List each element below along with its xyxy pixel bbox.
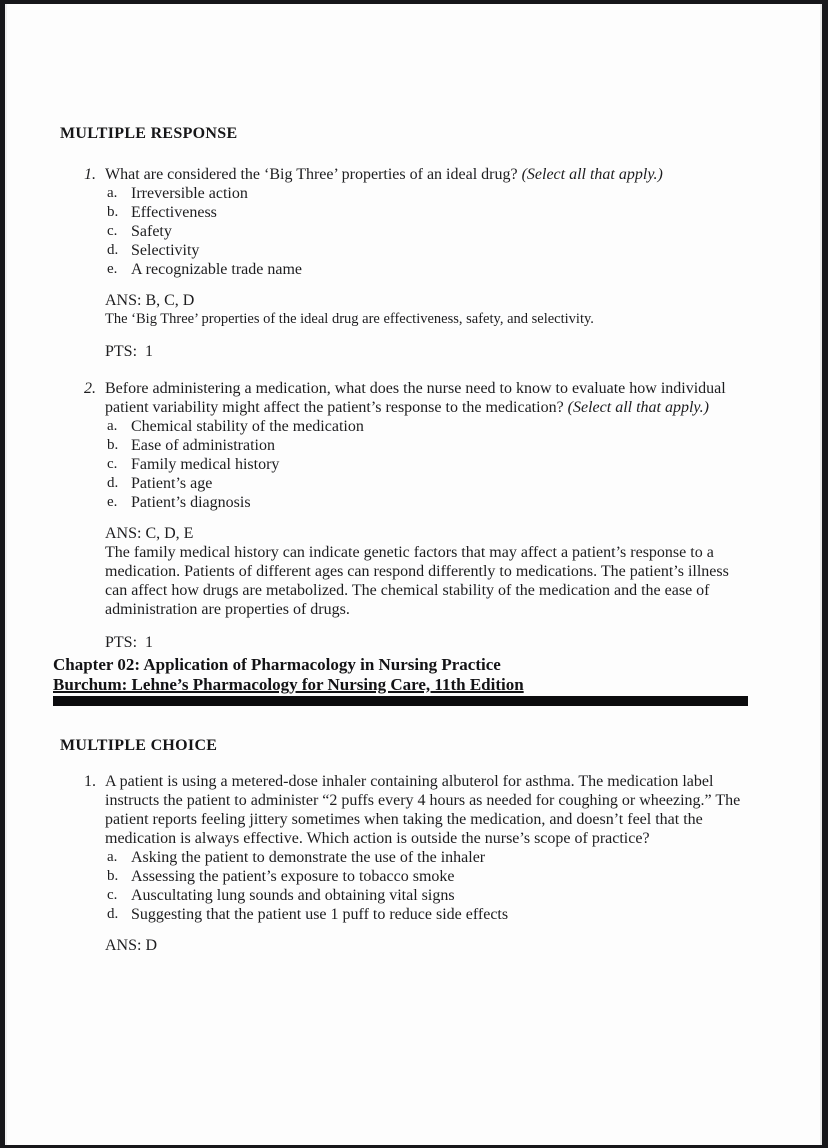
question-body (105, 379, 745, 652)
option-c (105, 455, 745, 474)
option-text: Ease of administration (131, 437, 275, 454)
option-c (105, 886, 745, 905)
rationale-text: The family medical history can indicate genetic factors that may affect a patient’s response to a medication. Patients of different ages can respond differently to medications. The patient’s illness can affect how drugs are metabolized. The chemical stability of the medication and the ease of administration are properties of drugs. (105, 544, 729, 618)
option-letter: d. (107, 475, 119, 491)
question-text: What are considered the ‘Big Three’ properties of an ideal drug? (Select all that apply.) (105, 166, 663, 183)
question-body (105, 772, 745, 955)
option-d (105, 241, 745, 260)
option-letter: e. (107, 494, 118, 510)
option-a (105, 417, 745, 436)
option-letter: c. (107, 456, 118, 472)
option-letter: c. (107, 887, 118, 903)
points-line: PTS: 1 (105, 343, 154, 360)
option-text: Chemical stability of the medication (131, 418, 364, 435)
option-letter: b. (107, 204, 119, 220)
answer-line: ANS: D (105, 937, 158, 954)
book-title: Burchum: Lehne’s Pharmacology for Nursing Care, 11th Edition (53, 675, 524, 694)
option-a (105, 848, 745, 867)
question-mc-1 (60, 772, 745, 955)
option-letter: a. (107, 418, 118, 434)
option-b (105, 436, 745, 455)
chapter-header (53, 655, 745, 706)
option-text: Safety (131, 223, 172, 240)
option-letter: d. (107, 906, 119, 922)
option-letter: d. (107, 242, 119, 258)
section-heading-multiple-response: MULTIPLE RESPONSE (60, 125, 238, 142)
question-mr-2 (60, 379, 745, 652)
option-letter: b. (107, 868, 119, 884)
option-c (105, 222, 745, 241)
option-text: Assessing the patient’s exposure to tobacco smoke (131, 868, 455, 885)
answer-line: ANS: B, C, D (105, 292, 195, 309)
option-letter: c. (107, 223, 118, 239)
option-text: Selectivity (131, 242, 200, 259)
option-e (105, 493, 745, 512)
rationale-text: The ‘Big Three’ properties of the ideal drug are effectiveness, safety, and selectivity. (105, 311, 594, 327)
option-text: A recognizable trade name (131, 261, 303, 278)
options-list (105, 417, 745, 512)
points-line: PTS: 1 (105, 634, 154, 651)
section-divider-bar (53, 696, 748, 706)
option-text: Patient’s diagnosis (131, 494, 251, 511)
scanned-document-page (5, 4, 822, 1145)
option-text: Irreversible action (131, 185, 248, 202)
option-e (105, 260, 745, 279)
question-text: Before administering a medication, what does the nurse need to know to evaluate how individual patient variability might affect the patient’s response to the medication? (Select all that apply.) (105, 380, 726, 416)
options-list (105, 848, 745, 924)
option-b (105, 203, 745, 222)
option-text: Effectiveness (131, 204, 217, 221)
chapter-title: Chapter 02: Application of Pharmacology in Nursing Practice (53, 655, 501, 674)
question-number: 1. (84, 166, 96, 183)
option-text: Auscultating lung sounds and obtaining vital signs (131, 887, 455, 904)
option-letter: a. (107, 849, 118, 865)
option-letter: e. (107, 261, 118, 277)
answer-line: ANS: C, D, E (105, 525, 194, 542)
option-b (105, 867, 745, 886)
option-letter: a. (107, 185, 118, 201)
select-all-instruction: (Select all that apply.) (567, 399, 709, 416)
question-number: 1. (84, 773, 96, 790)
section-heading-multiple-choice: MULTIPLE CHOICE (60, 737, 218, 754)
option-text: Suggesting that the patient use 1 puff to reduce side effects (131, 906, 509, 923)
option-text: Asking the patient to demonstrate the use of the inhaler (131, 849, 486, 866)
option-text: Family medical history (131, 456, 280, 473)
question-mr-1 (60, 165, 745, 361)
question-number: 2. (84, 380, 96, 397)
option-letter: b. (107, 437, 119, 453)
option-d (105, 474, 745, 493)
options-list (105, 184, 745, 279)
option-text: Patient’s age (131, 475, 213, 492)
question-text: A patient is using a metered-dose inhaler containing albuterol for asthma. The medication label instructs the patient to administer “2 puffs every 4 hours as needed for coughing or wheezing.” The patient reports feeling jittery sometimes when taking the medication, and doesn’t feel that the medication is always effective. Which action is outside the nurse’s scope of practice? (105, 773, 741, 847)
option-d (105, 905, 745, 924)
select-all-instruction: (Select all that apply.) (521, 166, 663, 183)
option-a (105, 184, 745, 203)
question-body (105, 165, 745, 361)
